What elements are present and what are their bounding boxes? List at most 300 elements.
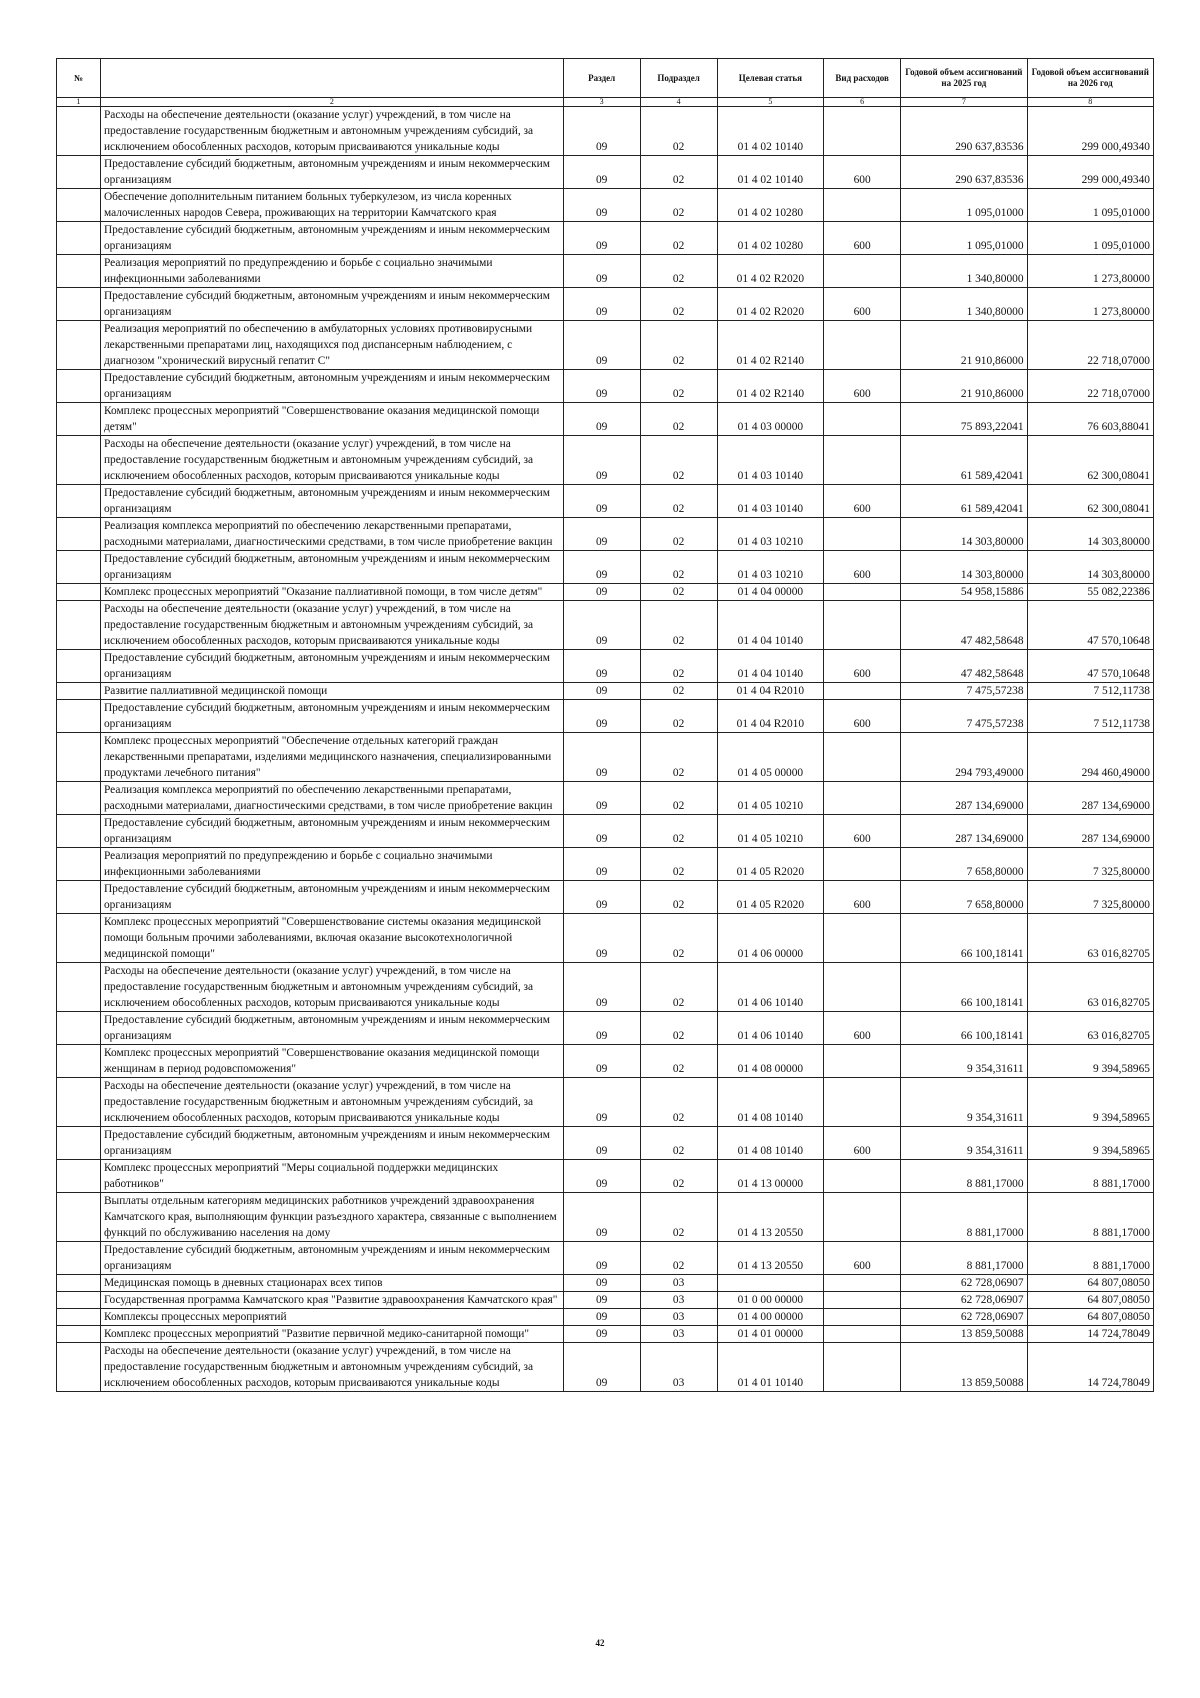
row-target-article-cell: 01 4 05 00000 <box>717 733 824 782</box>
row-volume-2026-cell: 22 718,07000 <box>1027 321 1153 370</box>
row-razdel-cell: 09 <box>563 551 640 584</box>
row-podrazdel-cell: 02 <box>640 403 717 436</box>
row-volume-2025-cell: 1 095,01000 <box>901 189 1027 222</box>
row-volume-2026-cell: 287 134,69000 <box>1027 782 1153 815</box>
row-volume-2026-cell: 76 603,88041 <box>1027 403 1153 436</box>
row-name-cell: Предоставление субсидий бюджетным, автономным учреждениям и иным некоммерческим организациям <box>100 1012 563 1045</box>
row-number-cell <box>57 107 101 156</box>
row-number-cell <box>57 189 101 222</box>
row-volume-2025-cell: 21 910,86000 <box>901 321 1027 370</box>
row-podrazdel-cell: 02 <box>640 370 717 403</box>
row-number-cell <box>57 255 101 288</box>
table-row <box>57 1045 1154 1078</box>
row-podrazdel-cell: 03 <box>640 1343 717 1392</box>
row-volume-2026-cell: 9 394,58965 <box>1027 1045 1153 1078</box>
table-row <box>57 403 1154 436</box>
row-name-cell: Медицинская помощь в дневных стационарах всех типов <box>100 1275 563 1292</box>
row-name-cell: Развитие паллиативной медицинской помощи <box>100 683 563 700</box>
row-expense-type-cell <box>824 584 901 601</box>
row-target-article-cell: 01 4 04 10140 <box>717 601 824 650</box>
table-row <box>57 601 1154 650</box>
row-expense-type-cell: 600 <box>824 156 901 189</box>
row-podrazdel-cell: 02 <box>640 1127 717 1160</box>
row-volume-2025-cell: 13 859,50088 <box>901 1343 1027 1392</box>
row-expense-type-cell <box>824 107 901 156</box>
row-volume-2026-cell: 47 570,10648 <box>1027 601 1153 650</box>
header-number: № <box>57 59 101 98</box>
row-name-cell: Комплекс процессных мероприятий "Развитие первичной медико-санитарной помощи" <box>100 1326 563 1343</box>
row-volume-2025-cell: 287 134,69000 <box>901 815 1027 848</box>
row-podrazdel-cell: 02 <box>640 601 717 650</box>
row-podrazdel-cell: 02 <box>640 222 717 255</box>
row-expense-type-cell <box>824 518 901 551</box>
column-number: 6 <box>824 98 901 107</box>
row-target-article-cell: 01 4 05 10210 <box>717 782 824 815</box>
row-razdel-cell: 09 <box>563 650 640 683</box>
row-volume-2026-cell: 294 460,49000 <box>1027 733 1153 782</box>
row-podrazdel-cell: 02 <box>640 1012 717 1045</box>
row-name-cell: Предоставление субсидий бюджетным, автономным учреждениям и иным некоммерческим организациям <box>100 700 563 733</box>
row-podrazdel-cell: 02 <box>640 321 717 370</box>
table-row <box>57 848 1154 881</box>
row-volume-2026-cell: 8 881,17000 <box>1027 1160 1153 1193</box>
row-volume-2025-cell: 1 095,01000 <box>901 222 1027 255</box>
row-target-article-cell: 01 4 04 R2010 <box>717 700 824 733</box>
row-volume-2026-cell: 22 718,07000 <box>1027 370 1153 403</box>
row-volume-2025-cell: 1 340,80000 <box>901 288 1027 321</box>
row-razdel-cell: 09 <box>563 1309 640 1326</box>
row-name-cell: Расходы на обеспечение деятельности (оказание услуг) учреждений, в том числе на предоставление государственным бюджетным и автономным учреждениям субсидий, за исключением обособленных расходов, которым присваиваются уникальные коды <box>100 601 563 650</box>
row-razdel-cell: 09 <box>563 107 640 156</box>
row-name-cell: Выплаты отдельным категориям медицинских работников учреждений здравоохранения Камчатского края, выполняющим функции разъездного характера, связанные с выполнением функций по обслуживанию населения на дому <box>100 1193 563 1242</box>
row-number-cell <box>57 683 101 700</box>
row-number-cell <box>57 963 101 1012</box>
table-row <box>57 189 1154 222</box>
row-podrazdel-cell: 02 <box>640 650 717 683</box>
table-row <box>57 700 1154 733</box>
row-expense-type-cell: 600 <box>824 815 901 848</box>
row-volume-2025-cell: 287 134,69000 <box>901 782 1027 815</box>
row-target-article-cell: 01 4 04 10140 <box>717 650 824 683</box>
column-number: 5 <box>717 98 824 107</box>
row-number-cell <box>57 156 101 189</box>
table-row <box>57 881 1154 914</box>
row-podrazdel-cell: 02 <box>640 733 717 782</box>
row-expense-type-cell <box>824 733 901 782</box>
table-row <box>57 1078 1154 1127</box>
header-target-article: Целевая статья <box>717 59 824 98</box>
row-target-article-cell: 01 4 03 00000 <box>717 403 824 436</box>
row-volume-2026-cell: 64 807,08050 <box>1027 1292 1153 1309</box>
row-volume-2026-cell: 14 303,80000 <box>1027 518 1153 551</box>
row-target-article-cell: 01 4 02 10140 <box>717 156 824 189</box>
row-volume-2026-cell: 9 394,58965 <box>1027 1078 1153 1127</box>
row-number-cell <box>57 1326 101 1343</box>
row-razdel-cell: 09 <box>563 1242 640 1275</box>
table-row <box>57 436 1154 485</box>
row-razdel-cell: 09 <box>563 601 640 650</box>
row-volume-2026-cell: 62 300,08041 <box>1027 436 1153 485</box>
row-volume-2026-cell: 8 881,17000 <box>1027 1242 1153 1275</box>
row-razdel-cell: 09 <box>563 370 640 403</box>
row-name-cell: Комплекс процессных мероприятий "Совершенствование системы оказания медицинской помощи больным прочими заболеваниями, включая оказание высокотехнологичной медицинской помощи" <box>100 914 563 963</box>
row-number-cell <box>57 815 101 848</box>
row-number-cell <box>57 1078 101 1127</box>
row-volume-2025-cell: 290 637,83536 <box>901 107 1027 156</box>
row-expense-type-cell <box>824 1160 901 1193</box>
header-podrazdel: Подраздел <box>640 59 717 98</box>
row-target-article-cell: 01 4 03 10140 <box>717 485 824 518</box>
row-number-cell <box>57 222 101 255</box>
row-volume-2026-cell: 14 724,78049 <box>1027 1326 1153 1343</box>
row-expense-type-cell <box>824 683 901 700</box>
row-volume-2025-cell: 62 728,06907 <box>901 1275 1027 1292</box>
table-row <box>57 370 1154 403</box>
row-volume-2025-cell: 75 893,22041 <box>901 403 1027 436</box>
row-name-cell: Предоставление субсидий бюджетным, автономным учреждениям и иным некоммерческим организациям <box>100 222 563 255</box>
budget-table <box>56 58 1154 1392</box>
row-number-cell <box>57 1160 101 1193</box>
row-razdel-cell: 09 <box>563 815 640 848</box>
row-number-cell <box>57 1127 101 1160</box>
row-expense-type-cell: 600 <box>824 485 901 518</box>
row-razdel-cell: 09 <box>563 1326 640 1343</box>
table-row <box>57 733 1154 782</box>
row-volume-2026-cell: 299 000,49340 <box>1027 107 1153 156</box>
row-expense-type-cell <box>824 255 901 288</box>
row-volume-2025-cell: 13 859,50088 <box>901 1326 1027 1343</box>
row-name-cell: Предоставление субсидий бюджетным, автономным учреждениям и иным некоммерческим организациям <box>100 288 563 321</box>
row-expense-type-cell: 600 <box>824 222 901 255</box>
row-target-article-cell: 01 4 13 20550 <box>717 1193 824 1242</box>
row-razdel-cell: 09 <box>563 1292 640 1309</box>
row-volume-2026-cell: 1 273,80000 <box>1027 288 1153 321</box>
row-target-article-cell: 01 4 02 10140 <box>717 107 824 156</box>
row-target-article-cell: 01 4 06 10140 <box>717 963 824 1012</box>
row-volume-2026-cell: 62 300,08041 <box>1027 485 1153 518</box>
row-expense-type-cell: 600 <box>824 1242 901 1275</box>
row-name-cell: Предоставление субсидий бюджетным, автономным учреждениям и иным некоммерческим организациям <box>100 881 563 914</box>
row-podrazdel-cell: 02 <box>640 782 717 815</box>
row-razdel-cell: 09 <box>563 881 640 914</box>
row-volume-2025-cell: 7 658,80000 <box>901 881 1027 914</box>
row-target-article-cell: 01 4 02 R2140 <box>717 370 824 403</box>
row-volume-2026-cell: 7 512,11738 <box>1027 683 1153 700</box>
table-row <box>57 1012 1154 1045</box>
row-expense-type-cell <box>824 1045 901 1078</box>
row-razdel-cell: 09 <box>563 700 640 733</box>
row-target-article-cell: 01 4 00 00000 <box>717 1309 824 1326</box>
row-podrazdel-cell: 03 <box>640 1309 717 1326</box>
row-name-cell: Предоставление субсидий бюджетным, автономным учреждениям и иным некоммерческим организациям <box>100 551 563 584</box>
row-razdel-cell: 09 <box>563 1078 640 1127</box>
row-target-article-cell: 01 4 02 10280 <box>717 189 824 222</box>
row-razdel-cell: 09 <box>563 584 640 601</box>
row-volume-2025-cell: 62 728,06907 <box>901 1292 1027 1309</box>
row-number-cell <box>57 881 101 914</box>
row-podrazdel-cell: 02 <box>640 700 717 733</box>
row-volume-2025-cell: 47 482,58648 <box>901 601 1027 650</box>
header-razdel: Раздел <box>563 59 640 98</box>
row-razdel-cell: 09 <box>563 1343 640 1392</box>
row-podrazdel-cell: 02 <box>640 683 717 700</box>
row-name-cell: Реализация комплекса мероприятий по обеспечению лекарственными препаратами, расходными материалами, диагностическими средствами, в том числе приобретение вакцин <box>100 782 563 815</box>
table-row <box>57 782 1154 815</box>
row-name-cell: Предоставление субсидий бюджетным, автономным учреждениям и иным некоммерческим организациям <box>100 370 563 403</box>
row-podrazdel-cell: 02 <box>640 881 717 914</box>
row-number-cell <box>57 1309 101 1326</box>
row-podrazdel-cell: 03 <box>640 1326 717 1343</box>
row-expense-type-cell: 600 <box>824 700 901 733</box>
row-volume-2025-cell: 7 475,57238 <box>901 683 1027 700</box>
table-row <box>57 1343 1154 1392</box>
row-razdel-cell: 09 <box>563 1193 640 1242</box>
row-expense-type-cell <box>824 403 901 436</box>
row-volume-2026-cell: 1 095,01000 <box>1027 189 1153 222</box>
row-number-cell <box>57 650 101 683</box>
header-expense-type: Вид расходов <box>824 59 901 98</box>
row-target-article-cell: 01 4 03 10210 <box>717 518 824 551</box>
row-number-cell <box>57 370 101 403</box>
row-volume-2025-cell: 66 100,18141 <box>901 914 1027 963</box>
table-row <box>57 321 1154 370</box>
row-volume-2026-cell: 1 095,01000 <box>1027 222 1153 255</box>
row-number-cell <box>57 321 101 370</box>
header-column-numbers <box>57 98 1154 107</box>
row-name-cell: Предоставление субсидий бюджетным, автономным учреждениям и иным некоммерческим организациям <box>100 485 563 518</box>
row-razdel-cell: 09 <box>563 914 640 963</box>
row-number-cell <box>57 733 101 782</box>
table-row <box>57 1160 1154 1193</box>
row-volume-2025-cell: 66 100,18141 <box>901 1012 1027 1045</box>
row-expense-type-cell: 600 <box>824 1127 901 1160</box>
row-razdel-cell: 09 <box>563 403 640 436</box>
row-razdel-cell: 09 <box>563 255 640 288</box>
row-target-article-cell: 01 4 02 R2020 <box>717 255 824 288</box>
row-volume-2025-cell: 294 793,49000 <box>901 733 1027 782</box>
row-expense-type-cell <box>824 848 901 881</box>
row-volume-2026-cell: 7 325,80000 <box>1027 881 1153 914</box>
row-target-article-cell: 01 4 02 R2140 <box>717 321 824 370</box>
row-volume-2026-cell: 8 881,17000 <box>1027 1193 1153 1242</box>
row-expense-type-cell <box>824 914 901 963</box>
row-name-cell: Реализация мероприятий по предупреждению и борьбе с социально значимыми инфекционными заболеваниями <box>100 255 563 288</box>
header-volume-2026: Годовой объем ассигнований на 2026 год <box>1027 59 1153 98</box>
row-number-cell <box>57 1292 101 1309</box>
row-volume-2026-cell: 63 016,82705 <box>1027 1012 1153 1045</box>
row-target-article-cell: 01 4 05 R2020 <box>717 848 824 881</box>
row-number-cell <box>57 700 101 733</box>
row-name-cell: Реализация комплекса мероприятий по обеспечению лекарственными препаратами, расходными материалами, диагностическими средствами, в том числе приобретение вакцин <box>100 518 563 551</box>
row-razdel-cell: 09 <box>563 963 640 1012</box>
row-razdel-cell: 09 <box>563 518 640 551</box>
row-expense-type-cell <box>824 963 901 1012</box>
column-number: 4 <box>640 98 717 107</box>
row-volume-2026-cell: 14 303,80000 <box>1027 551 1153 584</box>
row-razdel-cell: 09 <box>563 782 640 815</box>
header-volume-2025: Годовой объем ассигнований на 2025 год <box>901 59 1027 98</box>
row-volume-2025-cell: 9 354,31611 <box>901 1078 1027 1127</box>
row-name-cell: Комплекс процессных мероприятий "Совершенствование оказания медицинской помощи женщинам в период родовспоможения" <box>100 1045 563 1078</box>
row-volume-2025-cell: 61 589,42041 <box>901 436 1027 485</box>
row-number-cell <box>57 485 101 518</box>
row-razdel-cell: 09 <box>563 1012 640 1045</box>
table-row <box>57 1309 1154 1326</box>
row-podrazdel-cell: 02 <box>640 156 717 189</box>
table-row <box>57 288 1154 321</box>
row-razdel-cell: 09 <box>563 683 640 700</box>
row-number-cell <box>57 1045 101 1078</box>
row-target-article-cell <box>717 1275 824 1292</box>
header-name <box>100 59 563 98</box>
row-volume-2025-cell: 290 637,83536 <box>901 156 1027 189</box>
row-name-cell: Реализация мероприятий по обеспечению в амбулаторных условиях противовирусными лекарственными препаратами лиц, находящихся под диспансерным наблюдением, с диагнозом "хронический вирусный гепатит С" <box>100 321 563 370</box>
table-row <box>57 1326 1154 1343</box>
row-number-cell <box>57 848 101 881</box>
row-volume-2026-cell: 1 273,80000 <box>1027 255 1153 288</box>
row-target-article-cell: 01 4 13 20550 <box>717 1242 824 1275</box>
row-podrazdel-cell: 02 <box>640 584 717 601</box>
header-row <box>57 59 1154 98</box>
row-volume-2025-cell: 14 303,80000 <box>901 518 1027 551</box>
row-number-cell <box>57 914 101 963</box>
row-podrazdel-cell: 02 <box>640 255 717 288</box>
row-volume-2026-cell: 63 016,82705 <box>1027 914 1153 963</box>
table-row <box>57 1127 1154 1160</box>
row-expense-type-cell: 600 <box>824 881 901 914</box>
row-volume-2025-cell: 61 589,42041 <box>901 485 1027 518</box>
row-volume-2025-cell: 7 475,57238 <box>901 700 1027 733</box>
row-expense-type-cell <box>824 1292 901 1309</box>
row-expense-type-cell <box>824 601 901 650</box>
column-number: 1 <box>57 98 101 107</box>
row-razdel-cell: 09 <box>563 485 640 518</box>
table-row <box>57 1242 1154 1275</box>
row-volume-2025-cell: 47 482,58648 <box>901 650 1027 683</box>
row-podrazdel-cell: 02 <box>640 436 717 485</box>
row-volume-2025-cell: 7 658,80000 <box>901 848 1027 881</box>
row-target-article-cell: 01 0 00 00000 <box>717 1292 824 1309</box>
row-name-cell: Обеспечение дополнительным питанием больных туберкулезом, из числа коренных малочисленных народов Севера, проживающих на территории Камчатского края <box>100 189 563 222</box>
row-number-cell <box>57 1242 101 1275</box>
table-row <box>57 107 1154 156</box>
table-row <box>57 650 1154 683</box>
row-target-article-cell: 01 4 08 00000 <box>717 1045 824 1078</box>
row-volume-2026-cell: 14 724,78049 <box>1027 1343 1153 1392</box>
table-row <box>57 584 1154 601</box>
row-target-article-cell: 01 4 03 10210 <box>717 551 824 584</box>
row-target-article-cell: 01 4 01 00000 <box>717 1326 824 1343</box>
row-expense-type-cell: 600 <box>824 1012 901 1045</box>
row-name-cell: Предоставление субсидий бюджетным, автономным учреждениям и иным некоммерческим организациям <box>100 815 563 848</box>
row-podrazdel-cell: 02 <box>640 1160 717 1193</box>
table-row <box>57 1292 1154 1309</box>
row-number-cell <box>57 288 101 321</box>
table-row <box>57 815 1154 848</box>
row-name-cell: Предоставление субсидий бюджетным, автономным учреждениям и иным некоммерческим организациям <box>100 156 563 189</box>
row-razdel-cell: 09 <box>563 1160 640 1193</box>
row-razdel-cell: 09 <box>563 156 640 189</box>
page-number: 42 <box>595 1638 605 1648</box>
table-row <box>57 914 1154 963</box>
row-volume-2026-cell: 287 134,69000 <box>1027 815 1153 848</box>
row-target-article-cell: 01 4 04 00000 <box>717 584 824 601</box>
row-podrazdel-cell: 02 <box>640 107 717 156</box>
row-volume-2026-cell: 299 000,49340 <box>1027 156 1153 189</box>
row-volume-2026-cell: 55 082,22386 <box>1027 584 1153 601</box>
column-number: 8 <box>1027 98 1153 107</box>
row-volume-2025-cell: 1 340,80000 <box>901 255 1027 288</box>
row-name-cell: Расходы на обеспечение деятельности (оказание услуг) учреждений, в том числе на предоставление государственным бюджетным и автономным учреждениям субсидий, за исключением обособленных расходов, которым присваиваются уникальные коды <box>100 963 563 1012</box>
row-number-cell <box>57 518 101 551</box>
table-row <box>57 963 1154 1012</box>
row-name-cell: Комплексы процессных мероприятий <box>100 1309 563 1326</box>
row-target-article-cell: 01 4 02 10280 <box>717 222 824 255</box>
row-target-article-cell: 01 4 03 10140 <box>717 436 824 485</box>
row-name-cell: Комплекс процессных мероприятий "Меры социальной поддержки медицинских работников" <box>100 1160 563 1193</box>
table-row <box>57 1193 1154 1242</box>
row-expense-type-cell <box>824 782 901 815</box>
row-name-cell: Предоставление субсидий бюджетным, автономным учреждениям и иным некоммерческим организациям <box>100 1242 563 1275</box>
row-podrazdel-cell: 02 <box>640 963 717 1012</box>
row-volume-2025-cell: 66 100,18141 <box>901 963 1027 1012</box>
column-number: 2 <box>100 98 563 107</box>
row-name-cell: Реализация мероприятий по предупреждению и борьбе с социально значимыми инфекционными заболеваниями <box>100 848 563 881</box>
row-name-cell: Предоставление субсидий бюджетным, автономным учреждениям и иным некоммерческим организациям <box>100 650 563 683</box>
row-podrazdel-cell: 02 <box>640 914 717 963</box>
table-header <box>57 59 1154 107</box>
row-expense-type-cell <box>824 1078 901 1127</box>
row-target-article-cell: 01 4 08 10140 <box>717 1078 824 1127</box>
row-name-cell: Комплекс процессных мероприятий "Оказание паллиативной помощи, в том числе детям" <box>100 584 563 601</box>
row-target-article-cell: 01 4 01 10140 <box>717 1343 824 1392</box>
row-podrazdel-cell: 02 <box>640 288 717 321</box>
row-razdel-cell: 09 <box>563 848 640 881</box>
table-row <box>57 485 1154 518</box>
row-volume-2025-cell: 8 881,17000 <box>901 1160 1027 1193</box>
row-volume-2025-cell: 9 354,31611 <box>901 1127 1027 1160</box>
row-podrazdel-cell: 03 <box>640 1275 717 1292</box>
row-expense-type-cell <box>824 1193 901 1242</box>
row-target-article-cell: 01 4 04 R2010 <box>717 683 824 700</box>
row-number-cell <box>57 1343 101 1392</box>
row-razdel-cell: 09 <box>563 189 640 222</box>
row-expense-type-cell: 600 <box>824 370 901 403</box>
row-number-cell <box>57 551 101 584</box>
row-podrazdel-cell: 03 <box>640 1292 717 1309</box>
row-name-cell: Расходы на обеспечение деятельности (оказание услуг) учреждений, в том числе на предоставление государственным бюджетным и автономным учреждениям субсидий, за исключением обособленных расходов, которым присваиваются уникальные коды <box>100 107 563 156</box>
row-number-cell <box>57 403 101 436</box>
row-razdel-cell: 09 <box>563 288 640 321</box>
row-name-cell: Предоставление субсидий бюджетным, автономным учреждениям и иным некоммерческим организациям <box>100 1127 563 1160</box>
row-volume-2026-cell: 47 570,10648 <box>1027 650 1153 683</box>
row-expense-type-cell <box>824 436 901 485</box>
table-row <box>57 156 1154 189</box>
row-razdel-cell: 09 <box>563 1275 640 1292</box>
row-target-article-cell: 01 4 05 R2020 <box>717 881 824 914</box>
row-podrazdel-cell: 02 <box>640 1242 717 1275</box>
row-expense-type-cell <box>824 1343 901 1392</box>
table-row <box>57 683 1154 700</box>
row-volume-2026-cell: 7 325,80000 <box>1027 848 1153 881</box>
table-row <box>57 551 1154 584</box>
row-name-cell: Расходы на обеспечение деятельности (оказание услуг) учреждений, в том числе на предоставление государственным бюджетным и автономным учреждениям субсидий, за исключением обособленных расходов, которым присваиваются уникальные коды <box>100 1343 563 1392</box>
table-row <box>57 1275 1154 1292</box>
row-podrazdel-cell: 02 <box>640 848 717 881</box>
row-target-article-cell: 01 4 05 10210 <box>717 815 824 848</box>
row-volume-2026-cell: 64 807,08050 <box>1027 1309 1153 1326</box>
table-body <box>57 107 1154 1392</box>
